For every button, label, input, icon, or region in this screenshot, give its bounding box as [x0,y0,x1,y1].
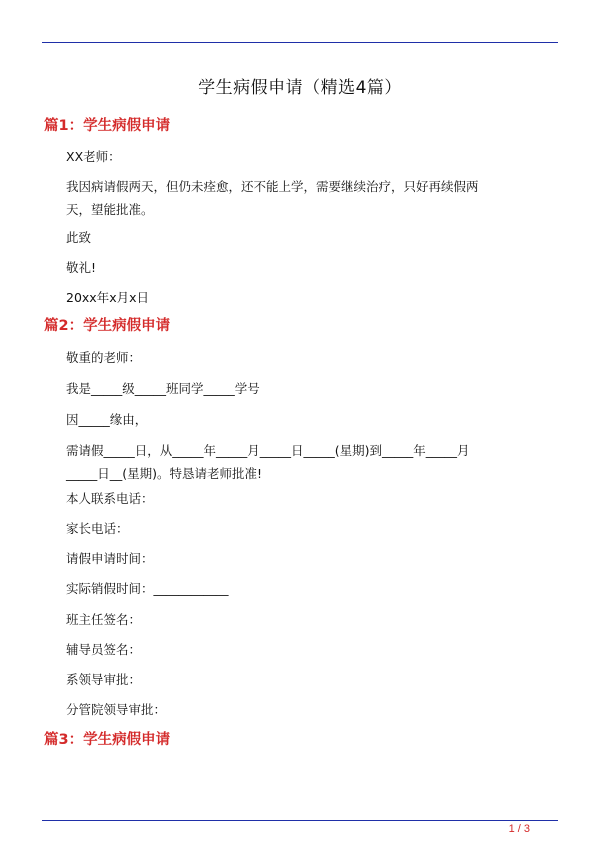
page-number: 1 / 3 [508,823,530,835]
section-2-salutation: 敬重的老师： [66,350,142,365]
section-2-reason-line: 因_____缘由， [66,412,148,427]
section-2-leave-period: 需请假_____日，从_____年_____月_____日_____(星期)到_____年_____月_____日__(星期)。特恳请老师批准! [66,443,470,481]
document-title: 学生病假申请（精选4篇） [198,78,402,98]
section-1-body: 我因病请假两天，但仍未痊愈，还不能上学，需要继续治疗，只好再续假两天，望能批准。 [66,179,479,217]
section-1-date: 20xx年x月x日 [66,290,149,305]
section-2-counselor-signature: 辅导员签名： [66,642,142,657]
section-2-parent-phone: 家长电话： [66,521,129,536]
section-2-dept-approval: 系领导审批： [66,672,142,687]
section-1-closing: 此致 [66,230,92,245]
section-1-regards: 敬礼! [66,260,97,275]
section-2-own-phone: 本人联系电话： [66,491,154,506]
section-2-college-approval: 分管院领导审批： [66,702,167,717]
section-2-teacher-signature: 班主任签名： [66,612,142,627]
section-2-identity-line: 我是_____级_____班同学_____学号 [66,381,260,396]
section-1-heading: 篇1：学生病假申请 [44,118,171,134]
header-rule [42,42,558,43]
section-2-heading: 篇2：学生病假申请 [44,318,171,334]
section-3-heading: 篇3：学生病假申请 [44,732,171,748]
section-2-request-time: 请假申请时间： [66,551,154,566]
section-1-salutation: XX老师： [66,149,121,164]
section-2-return-time: 实际销假时间：____________ [66,581,229,596]
footer-rule [42,820,558,821]
